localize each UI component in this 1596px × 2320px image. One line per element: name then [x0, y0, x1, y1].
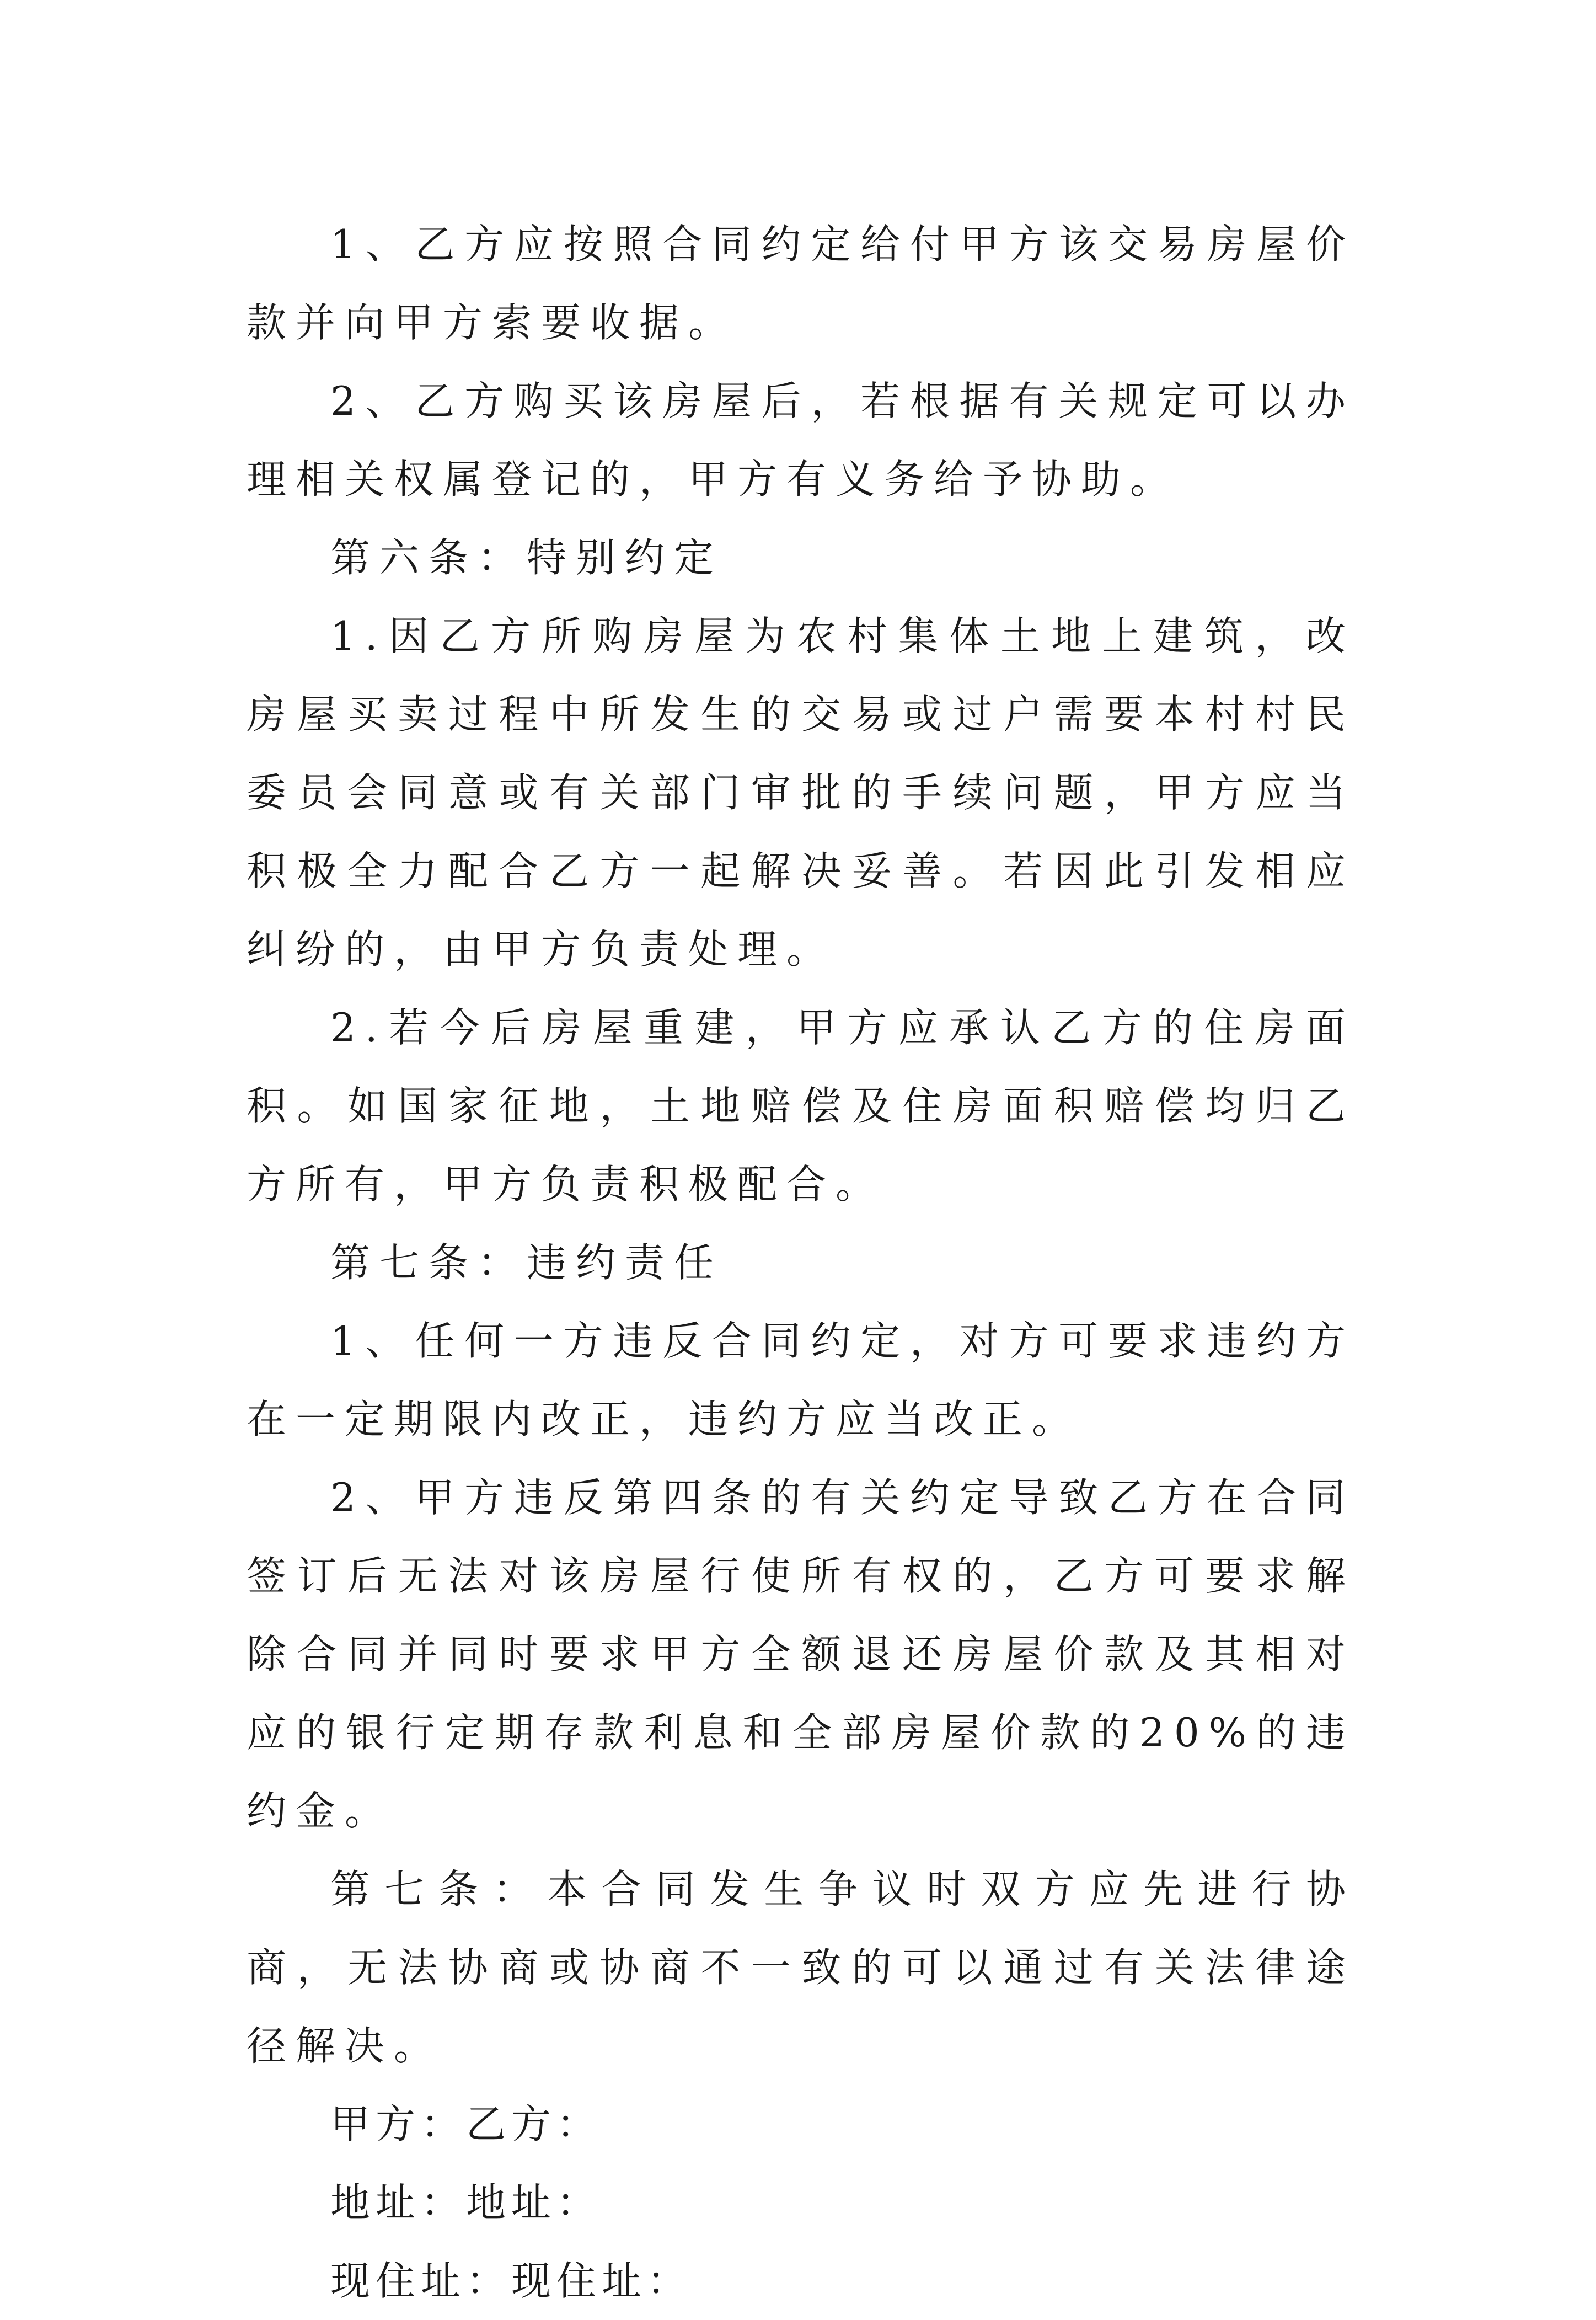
clause-paragraph: 1、任何一方违反合同约定，对方可要求违约方在一定期限内改正，违约方应当改正。: [247, 1318, 1355, 1442]
section-heading: 第七条：违约责任: [330, 1239, 724, 1286]
signature-parties: 甲方：乙方：: [330, 2101, 602, 2147]
clause-paragraph: 2、乙方购买该房屋后，若根据有关规定可以办理相关权属登记的，甲方有义务给予协助。: [247, 378, 1355, 503]
clause-paragraph: 1.因乙方所购房屋为农村集体土地上建筑，改房屋买卖过程中所发生的交易或过户需要本村村民委员会同意或有关部门审批的手续问题，甲方应当积极全力配合乙方一起解决妥善。若因此引发相应纠纷的，由甲方负责处理。: [247, 613, 1355, 972]
signature-current-address: 现住址：现住址：: [330, 2258, 693, 2304]
section-heading: 第六条：特别约定: [330, 534, 724, 581]
clause-paragraph: 2.若今后房屋重建，甲方应承认乙方的住房面积。如国家征地，土地赔偿及住房面积赔偿均归乙方所有，甲方负责积极配合。: [247, 1004, 1355, 1207]
document-body: [247, 205, 1355, 2320]
clause-paragraph: 1、乙方应按照合同约定给付甲方该交易房屋价款并向甲方索要收据。: [247, 221, 1355, 346]
clause-paragraph: 2、甲方违反第四条的有关约定导致乙方在合同签订后无法对该房屋行使所有权的，乙方可要求解除合同并同时要求甲方全额退还房屋价款及其相对应的银行定期存款利息和全部房屋价款的20%的违约金。: [247, 1474, 1355, 1834]
signature-address: 地址：地址：: [330, 2179, 602, 2226]
clause-paragraph: 第七条：本合同发生争议时双方应先进行协商，无法协商或协商不一致的可以通过有关法律途径解决。: [247, 1866, 1355, 2069]
